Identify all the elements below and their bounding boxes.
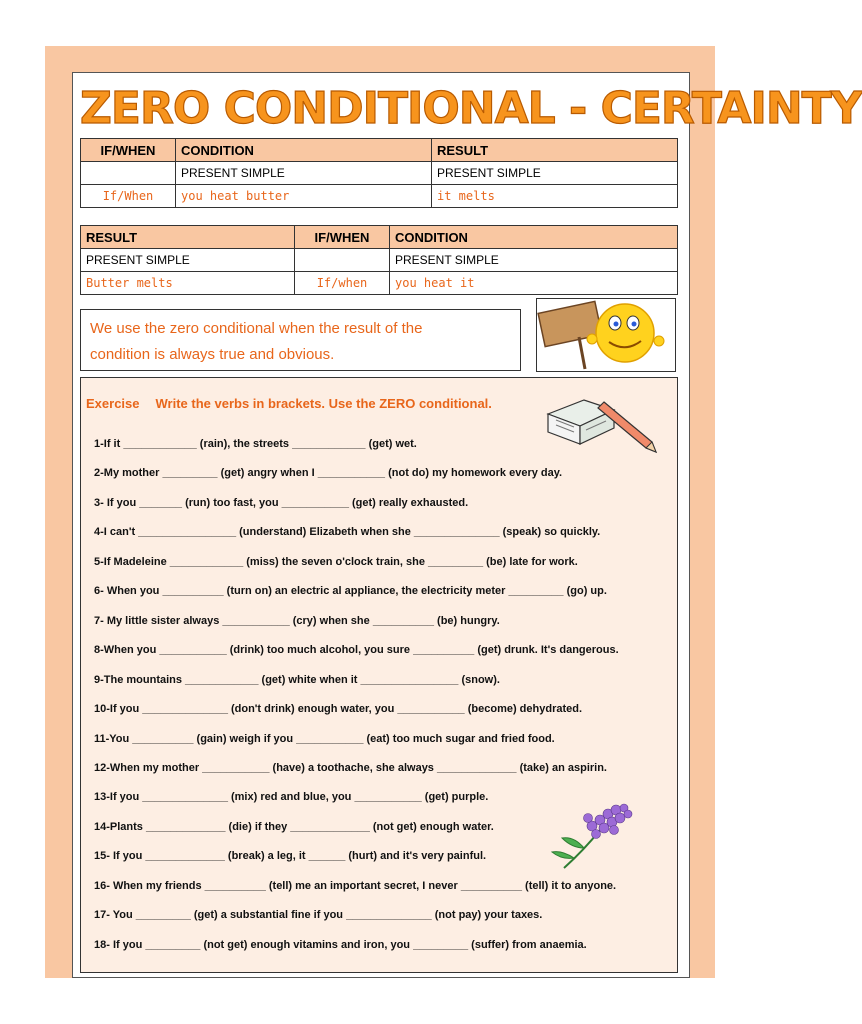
exercise-item: 18- If you _________ (not get) enough vitamins and iron, you _________ (suffer) from anaemia. [94,938,587,951]
exercise-heading [86,396,508,411]
exercise-item: 6- When you __________ (turn on) an electric al appliance, the electricity meter _________ (go) up. [94,585,607,598]
book-pencil-icon [544,392,662,456]
rule-note [80,309,521,371]
rule-note-line: We use the zero conditional when the result of the [90,320,423,337]
example-table-if-first [80,138,678,208]
exercise-item: 14-Plants _____________ (die) if they _____________ (not get) enough water. [94,820,494,833]
exercise-item: 12-When my mother ___________ (have) a toothache, she always _____________ (take) an aspirin. [94,761,607,774]
exercise-item: 3- If you _______ (run) too fast, you ___________ (get) really exhausted. [94,496,469,509]
exercise-item: 5-If Madeleine ____________ (miss) the seven o'clock train, she _________ (be) late for work. [94,555,578,568]
exercise-item: 8-When you ___________ (drink) too much alcohol, you sure __________ (get) drunk. It's dangerous. [94,644,619,657]
exercise-item: 2-My mother _________ (get) angry when I ___________ (not do) my homework every day. [94,467,563,480]
cell-example: you heat butter [176,185,432,208]
header-condition: CONDITION [390,226,678,249]
cell-empty [295,249,390,272]
exercise-item: 7- My little sister always ___________ (cry) when she __________ (be) hungry. [94,614,500,627]
exercise-item: 13-If you ______________ (mix) red and blue, you ___________ (get) purple. [94,791,489,804]
smiley-sign-icon [537,299,675,371]
exercise-item: 10-If you ______________ (don't drink) enough water, you ___________ (become) dehydrated. [94,703,583,716]
exercise-item: 4-I can't ________________ (understand) Elizabeth when she ______________ (speak) so quickly. [94,526,601,539]
exercise-label: Exercise [86,396,140,411]
cell-tense: PRESENT SIMPLE [432,162,678,185]
cell-tense: PRESENT SIMPLE [81,249,295,272]
header-result: RESULT [81,226,295,249]
exercise-item: 1-If it ____________ (rain), the streets ____________ (get) wet. [94,438,417,450]
lilac-flower-icon [544,800,634,872]
illustration-box [536,298,676,372]
header-if-when: IF/WHEN [81,139,176,162]
cell-example: you heat it [390,272,678,295]
header-condition: CONDITION [176,139,432,162]
page-title: ZERO CONDITIONAL - CERTAINTY [80,83,862,134]
cell-example: Butter melts [81,272,295,295]
cell-example: it melts [432,185,678,208]
cell-empty [81,162,176,185]
exercise-item: 11-You __________ (gain) weigh if you ___________ (eat) too much sugar and fried food. [94,732,555,745]
cell-example: If/When [81,185,176,208]
cell-tense: PRESENT SIMPLE [390,249,678,272]
header-result: RESULT [432,139,678,162]
exercise-item: 15- If you _____________ (break) a leg, it ______ (hurt) and it's very painful. [94,850,487,863]
exercise-item: 16- When my friends __________ (tell) me an important secret, I never __________ (tell) it to anyone. [94,879,617,892]
cell-tense: PRESENT SIMPLE [176,162,432,185]
exercise-item: 9-The mountains ____________ (get) white when it ________________ (snow). [94,673,500,686]
exercise-item: 17- You _________ (get) a substantial fine if you ______________ (not pay) your taxes. [94,909,543,922]
rule-note-line: condition is always true and obvious. [90,346,335,363]
header-if-when: IF/WHEN [295,226,390,249]
example-table-result-first [80,225,678,295]
exercise-instruction: Write the verbs in brackets. Use the ZERO conditional. [155,396,492,411]
cell-example: If/when [295,272,390,295]
